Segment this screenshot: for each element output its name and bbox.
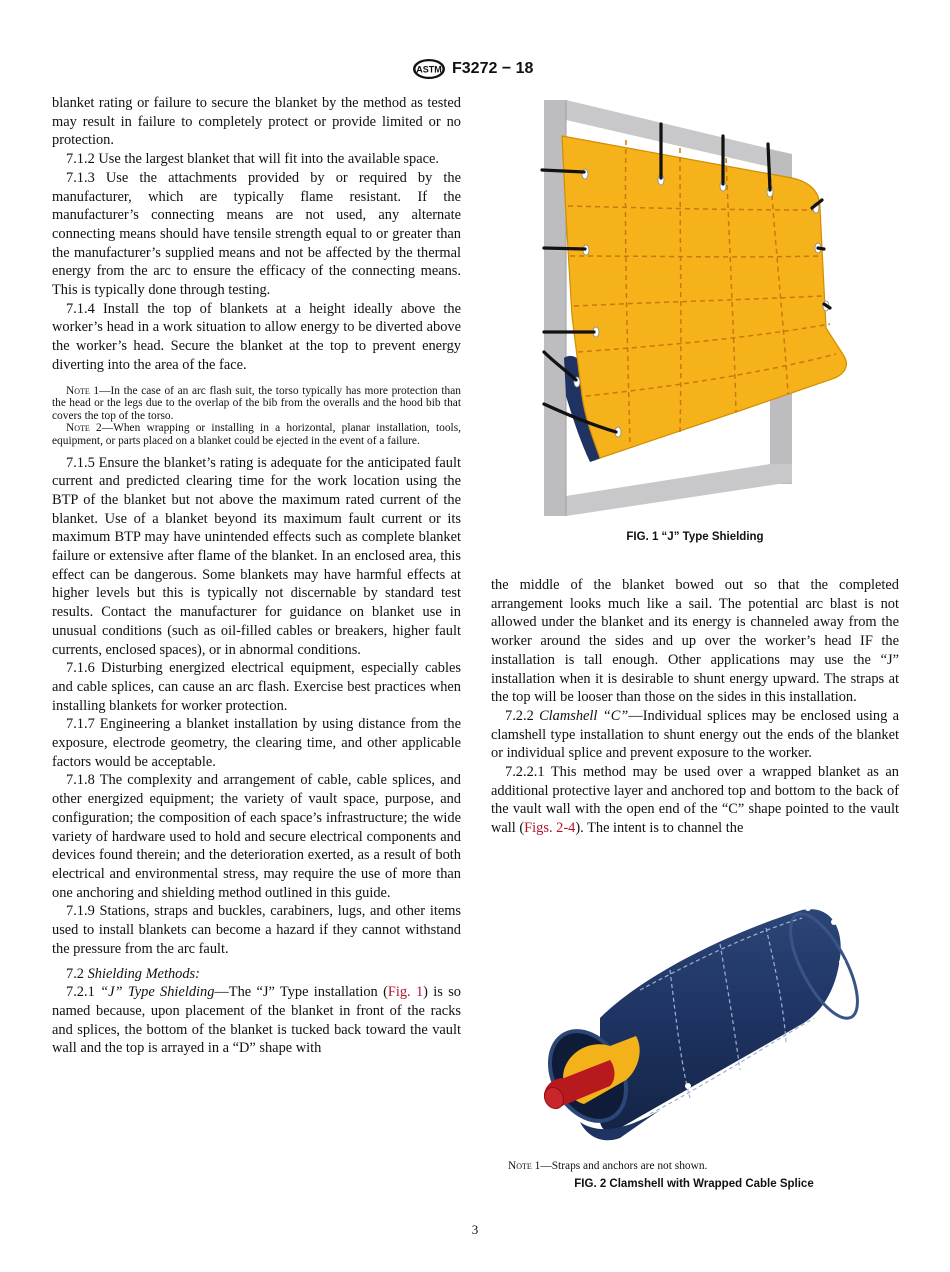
- section-7-2-2-title: Clamshell “C”: [539, 707, 629, 724]
- note-1: [52, 385, 461, 423]
- paragraph-7-1-5: 7.1.5 Ensure the blanket’s rating is adequate for the anticipated fault current and predicted clearing time for the work location using the BTP of the blanket but not above the maximum rated current of the blanket. Use of a blanket beyond its maximum fault current or its maximum BTP may have unintended effects such as complete blanket failure or extensive after flame of the blanket. In an enclosed area, this effect can be dangerous. Some blankets may have harmful effects at higher levels but this is typically not discernable by standard test results. Contact the manufacturer for guidance on blanket use in unusual conditions (such as oil-filled cables or breakers, higher fault currents, enclosed spaces), or in abnormal conditions.: [52, 454, 461, 658]
- paragraph-7-2-2-text: —Individual splices may be enclosed using a clamshell type installation to shunt energy out the ends of the blanket or individual splice and prevent exposure to the worker.: [491, 707, 899, 762]
- note-2: [52, 422, 461, 447]
- paragraph-7-2-2-1-text-a: 7.2.2.1 This method may be used over a wrapped blanket as an additional protective layer and anchored top and bottom to the back of the vault wall with the open end of the “C” shape pointed to the vault wall (: [491, 764, 899, 837]
- clamshell-body: [600, 909, 841, 1131]
- figure-2-note: [508, 1160, 707, 1172]
- fig-1-link[interactable]: Fig. 1: [387, 984, 424, 1001]
- paragraph-7-2-1: [52, 983, 461, 1058]
- paragraph-7-1-9: 7.1.9 Stations, straps and buckles, carabiners, lugs, and other items used to install blankets can become a hazard if they cannot withstand the pressure from the arc fault.: [52, 903, 461, 957]
- paragraph-7-2-2-1: [491, 763, 899, 838]
- section-7-2-title: Shielding Methods:: [87, 965, 200, 982]
- section-7-2-1-number: 7.2.1: [66, 984, 95, 1001]
- paragraph-7-1-2: 7.1.2 Use the largest blanket that will fit into the available space.: [66, 151, 439, 168]
- figure-2-caption: FIG. 2 Clamshell with Wrapped Cable Splice: [574, 1178, 814, 1190]
- page-number: 3: [471, 1222, 479, 1237]
- paragraph-7-1-4: 7.1.4 Install the top of blankets at a height ideally above the worker’s head in a work situation to allow energy to be diverted above the worker’s head. Secure the blanket at the top to prevent energy diverting into the area of the face.: [52, 300, 461, 373]
- section-7-2-number: 7.2: [66, 965, 84, 982]
- astm-logo-icon: [412, 58, 446, 80]
- note-1-label: Note 1: [66, 384, 100, 397]
- left-column: [52, 94, 461, 1058]
- paragraph-7-1-8: 7.1.8 The complexity and arrangement of cable, cable splices, and other energized equipment; the variety of vault space, purpose, and configuration; the composition of each space’s infrastructure; the wide variety of hardware used to hold and secure electrical components and devices found therein; and the deterioration exerted, as a result of both electrical and environmental stress, may require the use of more than one anchoring and shielding method outlined in this guide.: [52, 772, 461, 901]
- paragraph-7-2-1-text-a: —The “J” Type installation (: [214, 984, 388, 1001]
- figure-2-note-text: —Straps and anchors are not shown.: [540, 1160, 708, 1172]
- astm-logo-text: ASTM: [416, 64, 442, 75]
- section-7-2-1-title: “J” Type Shielding: [100, 984, 215, 1001]
- document-id: F3272 − 18: [452, 60, 534, 77]
- paragraph-7-1-6: 7.1.6 Disturbing energized electrical equipment, especially cables and cable splices, can cause an arc flash. Exercise best practices when installing blankets for worker protection.: [52, 660, 461, 714]
- section-7-2-heading: [52, 965, 461, 984]
- right-column: [491, 576, 899, 838]
- figure-2-note-label: Note 1: [508, 1160, 541, 1172]
- note-1-text: —In the case of an arc flash suit, the torso typically has more protection than the head or the legs due to the overlap of the bib from the overalls and the hood bib that covers the top of the torso.: [52, 384, 461, 422]
- paragraph-7-2-2: [491, 707, 899, 763]
- figure-1-caption: FIG. 1 “J” Type Shielding: [626, 531, 764, 543]
- section-7-2-2-number: 7.2.2: [505, 707, 534, 724]
- paragraph-continuation: blanket rating or failure to secure the blanket by the method as tested may result in failure to completely protect or provide limited or no protection.: [52, 95, 461, 149]
- figure-1-illustration: [530, 96, 860, 526]
- figure-2-illustration: [540, 900, 860, 1160]
- figs-2-4-link[interactable]: Figs. 2-4: [524, 820, 576, 837]
- paragraph-7-1-3: 7.1.3 Use the attachments provided by or required by the manufacturer, which are typically flame resistant. If the manufacturer’s connecting means are not used, any alternate connecting means should have tensile strength equal to or greater than the manufacturer’s supplied means and not be affected by the thermal energy from the arc to ensure the efficacy of the connecting means. This is typically done through testing.: [52, 169, 461, 299]
- note-2-label: Note 2: [66, 422, 102, 435]
- page-header: [0, 58, 950, 82]
- paragraph-7-1-7: 7.1.7 Engineering a blanket installation by using distance from the exposure, electrode geometry, the clearing time, and other applicable factors would be acceptable.: [52, 716, 461, 770]
- paragraph-7-2-1-text-b: ) is so named because, upon placement of the blanket in front of the racks and splices, the bottom of the blanket is tucked back toward the vault wall and the top is arrayed in a “D” shape with: [52, 984, 461, 1057]
- note-2-text: —When wrapping or installing in a horizontal, planar installation, tools, equipment, or parts placed on a blanket could be ejected in the event of a failure.: [52, 422, 461, 447]
- paragraph-7-2-2-1-text-b: ). The intent is to channel the: [575, 820, 744, 837]
- paragraph-7-2-1-continued: the middle of the blanket bowed out so that the completed arrangement looks much like a sail. The potential arc blast is not allowed under the blanket and its energy is channeled away from the worker around the sides and up over the worker’s head IF the installation is tall enough. Other applications may use the “J” installation when it is desirable to shunt energy upward. The straps at the top will be looser than those on the sides in this installation.: [491, 577, 899, 706]
